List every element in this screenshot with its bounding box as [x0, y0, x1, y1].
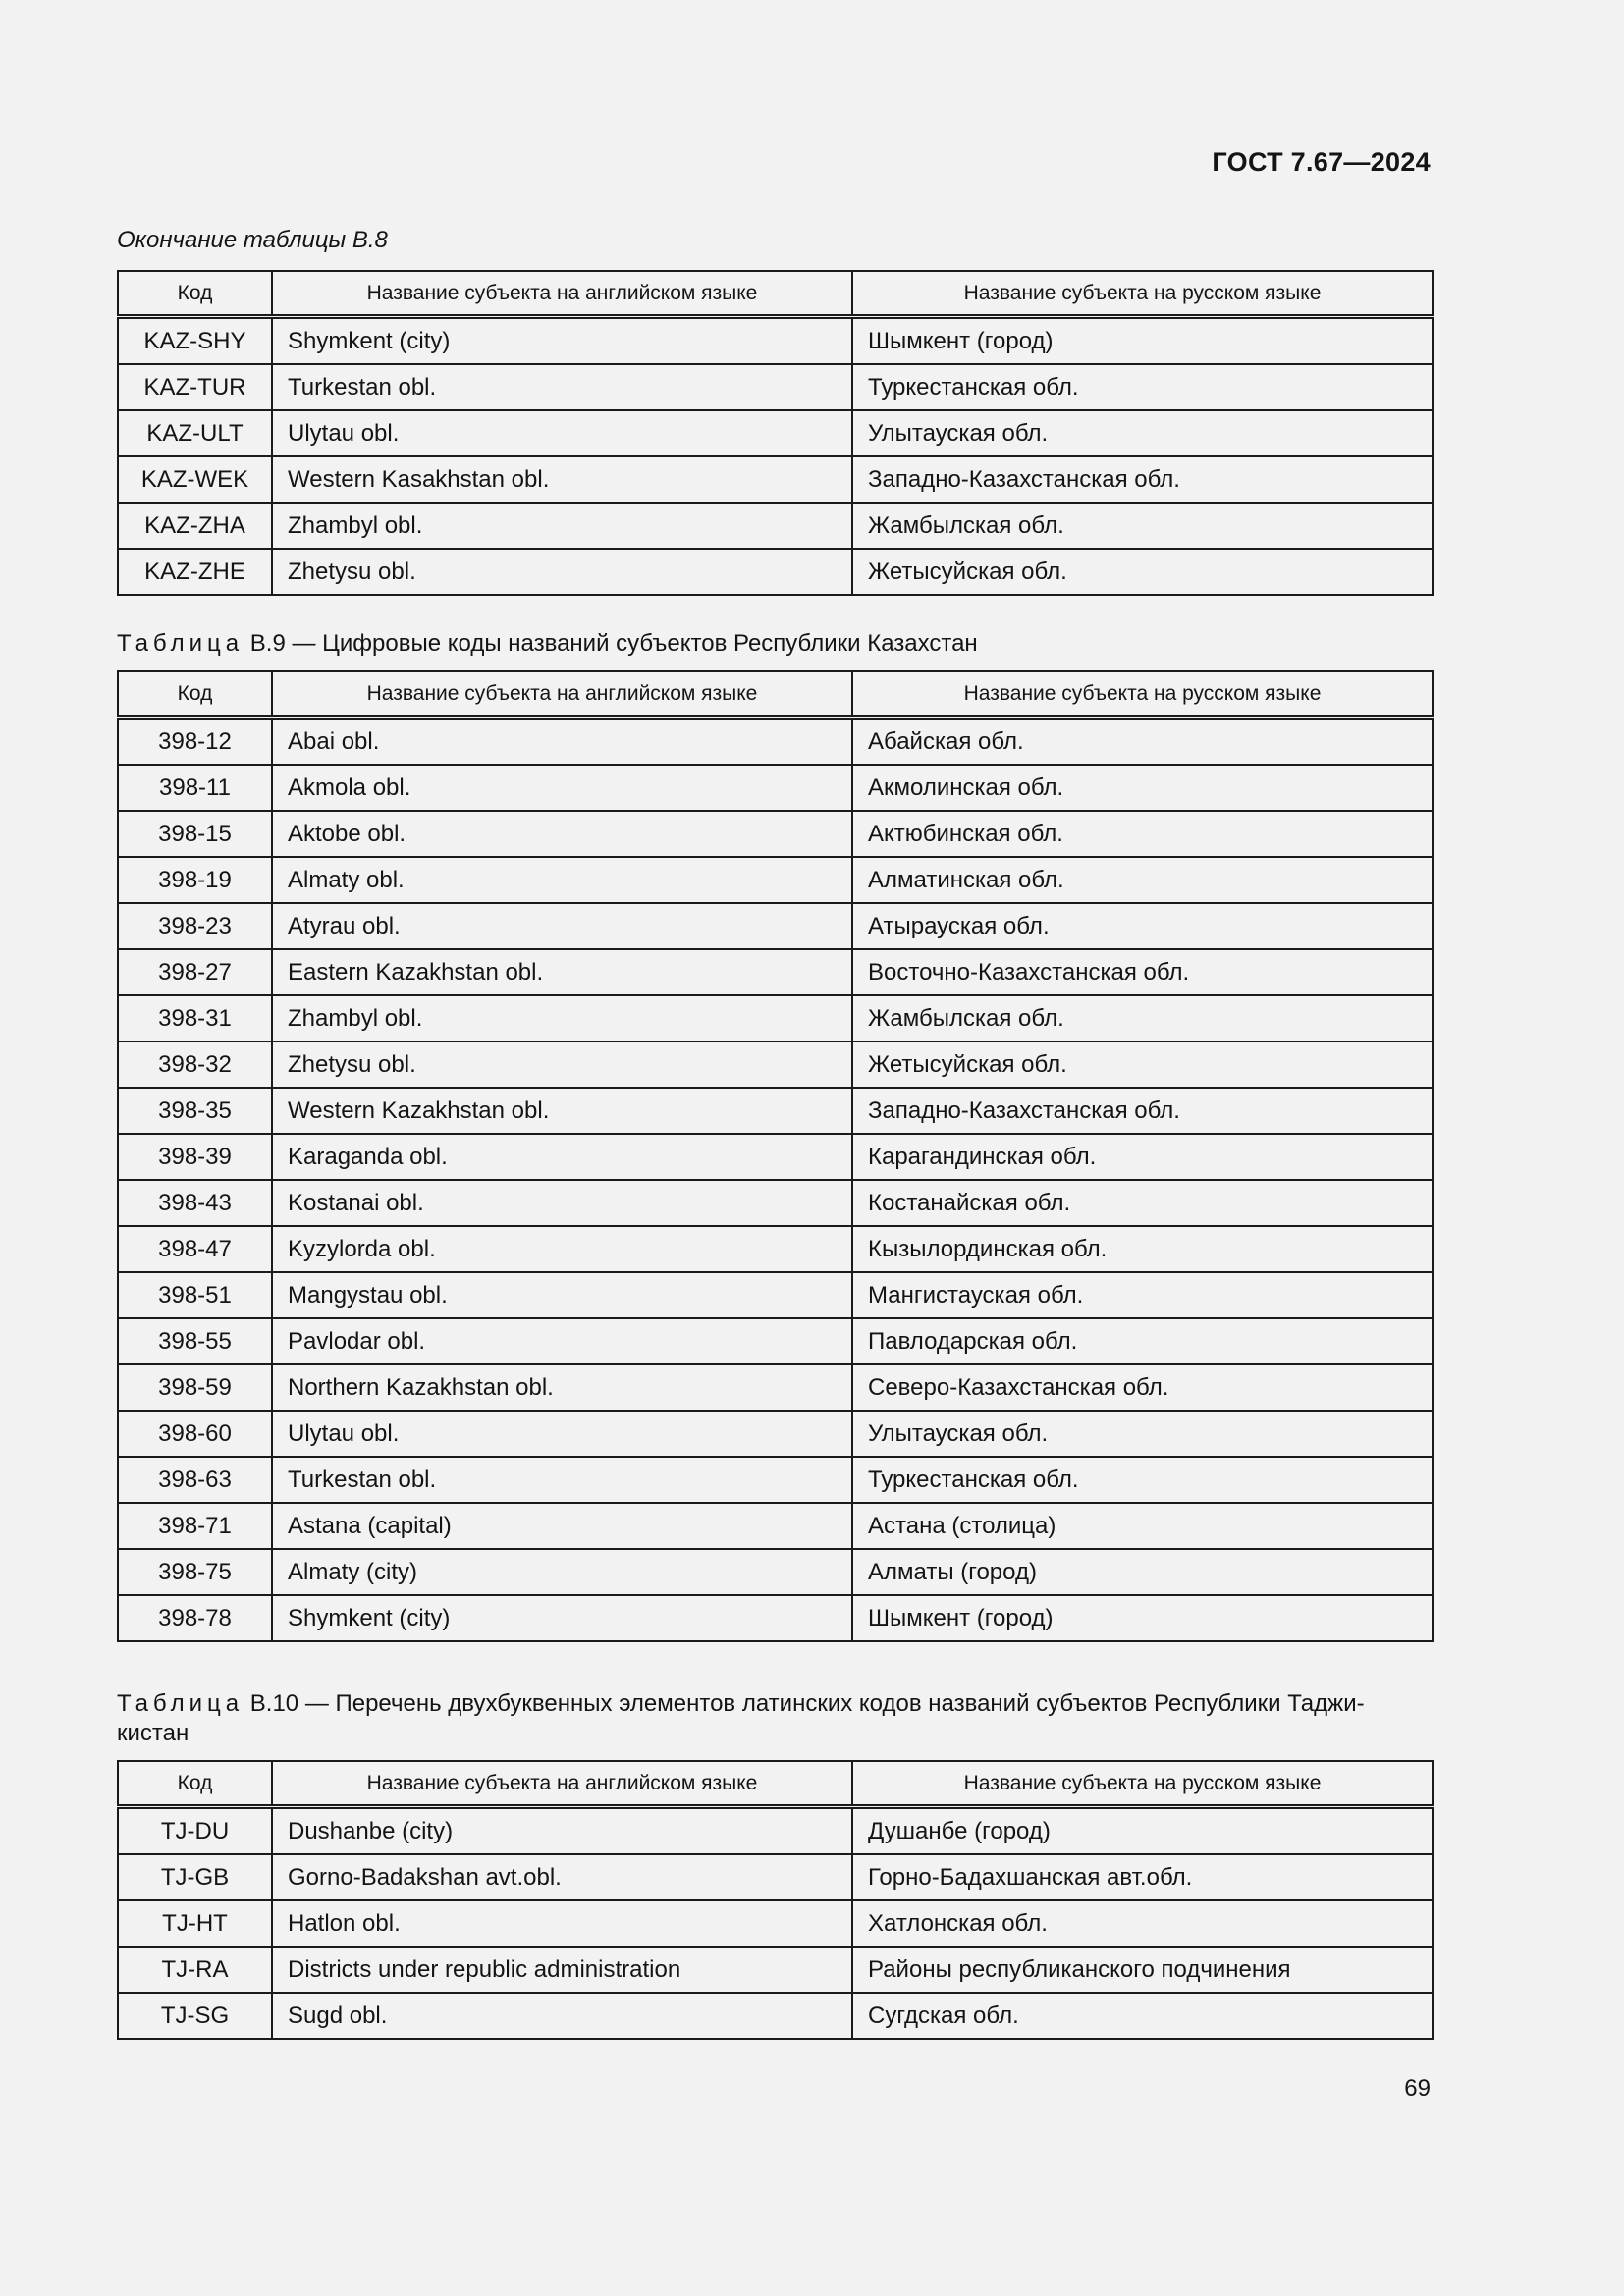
cell-russian-name: Хатлонская обл.: [852, 1900, 1433, 1947]
cell-code: 398-31: [118, 995, 272, 1041]
cell-code: KAZ-ULT: [118, 410, 272, 456]
cell-code: TJ-SG: [118, 1993, 272, 2039]
table-row: [118, 1088, 1433, 1134]
cell-russian-name: Жамбылская обл.: [852, 995, 1433, 1041]
cell-russian-name: Горно-Бадахшанская авт.обл.: [852, 1854, 1433, 1900]
cell-russian-name: Шымкент (город): [852, 1595, 1433, 1641]
cell-english-name: Akmola obl.: [272, 765, 852, 811]
table-row: [118, 1364, 1433, 1411]
cell-russian-name: Алматинская обл.: [852, 857, 1433, 903]
table-row: [118, 1318, 1433, 1364]
cell-code: 398-43: [118, 1180, 272, 1226]
cell-code: 398-15: [118, 811, 272, 857]
cell-russian-name: Алматы (город): [852, 1549, 1433, 1595]
table-row: [118, 949, 1433, 995]
cell-russian-name: Кызылординская обл.: [852, 1226, 1433, 1272]
cell-code: 398-75: [118, 1549, 272, 1595]
cell-code: 398-23: [118, 903, 272, 949]
table-b8-caption: Окончание таблицы В.8: [117, 227, 388, 253]
cell-code: KAZ-ZHE: [118, 549, 272, 595]
cell-russian-name: Мангистауская обл.: [852, 1272, 1433, 1318]
table-row: [118, 1457, 1433, 1503]
cell-code: 398-63: [118, 1457, 272, 1503]
table-row: [118, 1272, 1433, 1318]
document-designation: ГОСТ 7.67—2024: [1212, 147, 1431, 177]
cell-english-name: Aktobe obl.: [272, 811, 852, 857]
cell-russian-name: Астана (столица): [852, 1503, 1433, 1549]
cell-russian-name: Павлодарская обл.: [852, 1318, 1433, 1364]
table-row: [118, 811, 1433, 857]
cell-russian-name: Абайская обл.: [852, 718, 1433, 766]
table-body: [118, 718, 1433, 1642]
column-header-english-name: Название субъекта на английском языке: [272, 271, 852, 317]
cell-russian-name: Жетысуйская обл.: [852, 549, 1433, 595]
cell-english-name: Zhambyl obl.: [272, 995, 852, 1041]
cell-russian-name: Районы республиканского подчинения: [852, 1947, 1433, 1993]
cell-code: TJ-GB: [118, 1854, 272, 1900]
cell-english-name: Western Kazakhstan obl.: [272, 1088, 852, 1134]
cell-english-name: Pavlodar obl.: [272, 1318, 852, 1364]
cell-english-name: Sugd obl.: [272, 1993, 852, 2039]
cell-russian-name: Карагандинская обл.: [852, 1134, 1433, 1180]
cell-russian-name: Восточно-Казахстанская обл.: [852, 949, 1433, 995]
cell-code: KAZ-ZHA: [118, 503, 272, 549]
cell-russian-name: Туркестанская обл.: [852, 1457, 1433, 1503]
cell-code: KAZ-WEK: [118, 456, 272, 503]
cell-english-name: Turkestan obl.: [272, 364, 852, 410]
table-b9-caption: [117, 629, 978, 659]
column-header-english-name: Название субъекта на английском языке: [272, 671, 852, 718]
cell-russian-name: Жетысуйская обл.: [852, 1041, 1433, 1088]
table-row: [118, 1411, 1433, 1457]
table-row: [118, 1854, 1433, 1900]
cell-russian-name: Актюбинская обл.: [852, 811, 1433, 857]
cell-english-name: Zhambyl obl.: [272, 503, 852, 549]
cell-code: TJ-HT: [118, 1900, 272, 1947]
cell-english-name: Western Kasakhstan obl.: [272, 456, 852, 503]
cell-english-name: Zhetysu obl.: [272, 549, 852, 595]
column-header-english-name: Название субъекта на английском языке: [272, 1761, 852, 1807]
table-b10-caption: [117, 1689, 1433, 1748]
table-row: [118, 1595, 1433, 1641]
table-row: [118, 1503, 1433, 1549]
table-row: [118, 995, 1433, 1041]
cell-code: 398-39: [118, 1134, 272, 1180]
table-body: [118, 1807, 1433, 2040]
table-row: [118, 1947, 1433, 1993]
cell-code: 398-32: [118, 1041, 272, 1088]
table-b9: [117, 670, 1434, 1642]
table-header-row: [118, 671, 1433, 718]
column-header-code: Код: [118, 671, 272, 718]
cell-russian-name: Северо-Казахстанская обл.: [852, 1364, 1433, 1411]
cell-english-name: Gorno-Badakshan avt.obl.: [272, 1854, 852, 1900]
table-row: [118, 503, 1433, 549]
cell-english-name: Hatlon obl.: [272, 1900, 852, 1947]
table-row: [118, 549, 1433, 595]
table-row: [118, 1807, 1433, 1855]
table-row: [118, 1549, 1433, 1595]
cell-english-name: Ulytau obl.: [272, 410, 852, 456]
caption-table-word: Таблица: [117, 1690, 244, 1717]
cell-russian-name: Улытауская обл.: [852, 410, 1433, 456]
cell-english-name: Almaty obl.: [272, 857, 852, 903]
caption-table-word: Таблица: [117, 630, 244, 657]
cell-code: 398-78: [118, 1595, 272, 1641]
column-header-russian-name: Название субъекта на русском языке: [852, 671, 1433, 718]
column-header-code: Код: [118, 271, 272, 317]
cell-russian-name: Сугдская обл.: [852, 1993, 1433, 2039]
cell-code: 398-60: [118, 1411, 272, 1457]
caption-text: В.10 — Перечень двухбуквенных элементов латинских кодов названий субъектов Республики Таджи-кистан: [117, 1690, 1365, 1746]
cell-code: TJ-DU: [118, 1807, 272, 1855]
cell-russian-name: Атырауская обл.: [852, 903, 1433, 949]
cell-code: KAZ-TUR: [118, 364, 272, 410]
cell-english-name: Northern Kazakhstan obl.: [272, 1364, 852, 1411]
cell-english-name: Turkestan obl.: [272, 1457, 852, 1503]
table-header-row: [118, 271, 1433, 317]
cell-code: 398-71: [118, 1503, 272, 1549]
cell-code: 398-35: [118, 1088, 272, 1134]
cell-english-name: Ulytau obl.: [272, 1411, 852, 1457]
cell-code: 398-47: [118, 1226, 272, 1272]
cell-english-name: Dushanbe (city): [272, 1807, 852, 1855]
table-row: [118, 1900, 1433, 1947]
column-header-russian-name: Название субъекта на русском языке: [852, 1761, 1433, 1807]
cell-code: KAZ-SHY: [118, 317, 272, 365]
table-row: [118, 1041, 1433, 1088]
table-row: [118, 364, 1433, 410]
cell-english-name: Shymkent (city): [272, 1595, 852, 1641]
cell-russian-name: Шымкент (город): [852, 317, 1433, 365]
cell-english-name: Districts under republic administration: [272, 1947, 852, 1993]
table-row: [118, 410, 1433, 456]
table-b10: [117, 1760, 1434, 2040]
cell-code: TJ-RA: [118, 1947, 272, 1993]
cell-english-name: Mangystau obl.: [272, 1272, 852, 1318]
table-row: [118, 456, 1433, 503]
table-row: [118, 1180, 1433, 1226]
cell-english-name: Kostanai obl.: [272, 1180, 852, 1226]
table-row: [118, 1134, 1433, 1180]
cell-english-name: Astana (capital): [272, 1503, 852, 1549]
cell-russian-name: Туркестанская обл.: [852, 364, 1433, 410]
table-b8: [117, 270, 1434, 596]
cell-english-name: Zhetysu obl.: [272, 1041, 852, 1088]
cell-russian-name: Костанайская обл.: [852, 1180, 1433, 1226]
cell-code: 398-12: [118, 718, 272, 766]
cell-english-name: Almaty (city): [272, 1549, 852, 1595]
page-number: 69: [1404, 2075, 1431, 2102]
cell-english-name: Shymkent (city): [272, 317, 852, 365]
cell-code: 398-19: [118, 857, 272, 903]
cell-english-name: Kyzylorda obl.: [272, 1226, 852, 1272]
table-row: [118, 317, 1433, 365]
table-row: [118, 857, 1433, 903]
cell-russian-name: Акмолинская обл.: [852, 765, 1433, 811]
table-header-row: [118, 1761, 1433, 1807]
cell-russian-name: Западно-Казахстанская обл.: [852, 1088, 1433, 1134]
cell-russian-name: Улытауская обл.: [852, 1411, 1433, 1457]
cell-english-name: Atyrau obl.: [272, 903, 852, 949]
table-body: [118, 317, 1433, 596]
table-row: [118, 1993, 1433, 2039]
table-row: [118, 718, 1433, 766]
cell-russian-name: Душанбе (город): [852, 1807, 1433, 1855]
caption-text: В.9 — Цифровые коды названий субъектов Республики Казахстан: [244, 630, 978, 657]
table-row: [118, 1226, 1433, 1272]
cell-code: 398-55: [118, 1318, 272, 1364]
cell-code: 398-27: [118, 949, 272, 995]
table-row: [118, 903, 1433, 949]
cell-english-name: Eastern Kazakhstan obl.: [272, 949, 852, 995]
cell-english-name: Abai obl.: [272, 718, 852, 766]
column-header-russian-name: Название субъекта на русском языке: [852, 271, 1433, 317]
column-header-code: Код: [118, 1761, 272, 1807]
cell-code: 398-51: [118, 1272, 272, 1318]
cell-russian-name: Жамбылская обл.: [852, 503, 1433, 549]
table-row: [118, 765, 1433, 811]
cell-russian-name: Западно-Казахстанская обл.: [852, 456, 1433, 503]
cell-code: 398-59: [118, 1364, 272, 1411]
cell-code: 398-11: [118, 765, 272, 811]
cell-english-name: Karaganda obl.: [272, 1134, 852, 1180]
